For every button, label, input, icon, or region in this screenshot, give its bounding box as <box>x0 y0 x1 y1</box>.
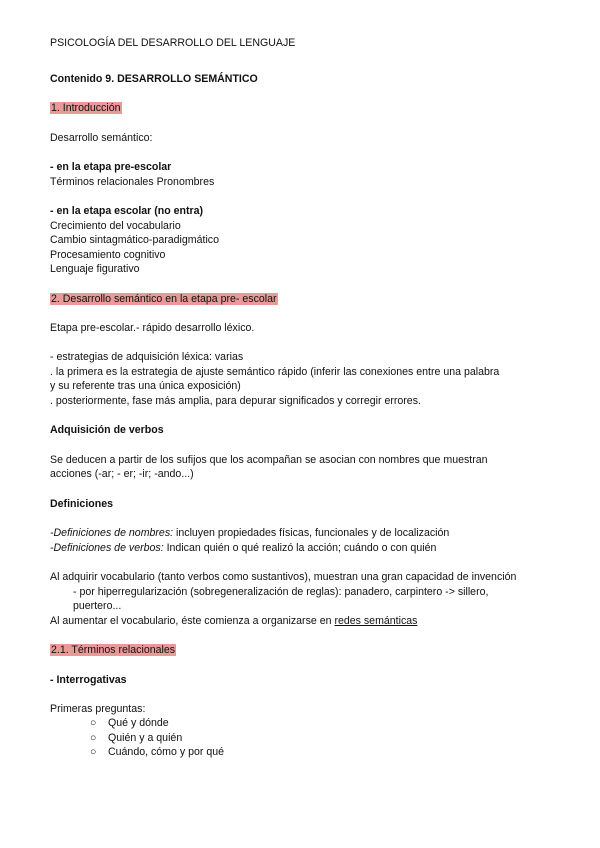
primeras-preguntas: Primeras preguntas: <box>50 703 146 715</box>
organize-text: Al aumentar el vocabulario, éste comienza a organizarse en <box>50 615 335 627</box>
section-1-heading <box>50 101 122 115</box>
sec1-pre-items: Términos relacionales Pronombres <box>50 176 215 188</box>
list-item-text: Cuándo, cómo y por qué <box>108 746 225 758</box>
def-nombres-label: -Definiciones de nombres: <box>50 527 174 539</box>
sec1-esc-item: Crecimiento del vocabulario <box>50 220 181 232</box>
sec2-p2-line: . la primera es la estrategia de ajuste semántico rápido (inferir las conexiones entre una palabra <box>50 366 500 378</box>
circle-bullet-icon: ○ <box>90 746 97 758</box>
list-item <box>90 745 224 759</box>
vocab-line: - por hiperregularización (sobregeneralización de reglas): panadero, carpintero -> sillero, <box>73 586 489 598</box>
sec1-intro: Desarrollo semántico: <box>50 132 153 144</box>
organize-line <box>50 614 417 628</box>
list-item <box>90 731 182 745</box>
section-2-1-heading <box>50 643 176 657</box>
list-item-text: Quién y a quién <box>108 732 183 744</box>
def-verbos-text: Indican quién o qué realizó la acción; cuándo o con quién <box>163 542 437 554</box>
vocab-line: Al adquirir vocabulario (tanto verbos como sustantivos), muestran una gran capacidad de invención <box>50 571 517 583</box>
verbos-title: Adquisición de verbos <box>50 424 164 436</box>
sec1-esc-item: Lenguaje figurativo <box>50 263 140 275</box>
def-nombres-text: incluyen propiedades físicas, funcionales y de localización <box>173 527 450 539</box>
document-title: PSICOLOGÍA DEL DESARROLLO DEL LENGUAJE <box>50 37 296 49</box>
circle-bullet-icon: ○ <box>90 717 97 729</box>
list-item-text: Qué y dónde <box>108 717 169 729</box>
circle-bullet-icon: ○ <box>90 732 97 744</box>
sec2-p2-line: . posteriormente, fase más amplia, para depurar significados y corregir errores. <box>50 395 421 407</box>
verbos-line: acciones (-ar; - er; -ir; -ando...) <box>50 468 194 480</box>
sec1-esc-label: - en la etapa escolar (no entra) <box>50 205 204 217</box>
sec2-p2-line: - estrategias de adquisición léxica: varias <box>50 351 244 363</box>
def-verbos <box>50 541 436 555</box>
sec1-esc-item: Procesamiento cognitivo <box>50 249 166 261</box>
def-nombres <box>50 526 449 540</box>
section-2-heading <box>50 292 278 306</box>
section-2-heading-text: 2. Desarrollo semántico en la etapa pre- escolar <box>51 293 277 305</box>
definiciones-title: Definiciones <box>50 498 113 510</box>
section-1-heading-text: 1. Introducción <box>51 102 121 114</box>
sec1-esc-item: Cambio sintagmático-paradigmático <box>50 234 219 246</box>
sec1-pre-label: - en la etapa pre-escolar <box>50 161 172 173</box>
redes-semanticas-link: redes semánticas <box>334 615 418 627</box>
interrogativas-title: - Interrogativas <box>50 674 127 686</box>
def-verbos-label: -Definiciones de verbos: <box>50 542 164 554</box>
content-title: Contenido 9. DESARROLLO SEMÁNTICO <box>50 73 258 85</box>
vocab-line: puertero... <box>73 600 122 612</box>
sec2-p2-line: y su referente tras una única exposición) <box>50 380 241 392</box>
section-2-1-heading-text: 2.1. Términos relacionales <box>51 644 176 656</box>
sec2-p1: Etapa pre-escolar.- rápido desarrollo léxico. <box>50 322 255 334</box>
list-item <box>90 716 169 730</box>
verbos-line: Se deducen a partir de los sufijos que los acompañan se asocian con nombres que muestran <box>50 454 488 466</box>
